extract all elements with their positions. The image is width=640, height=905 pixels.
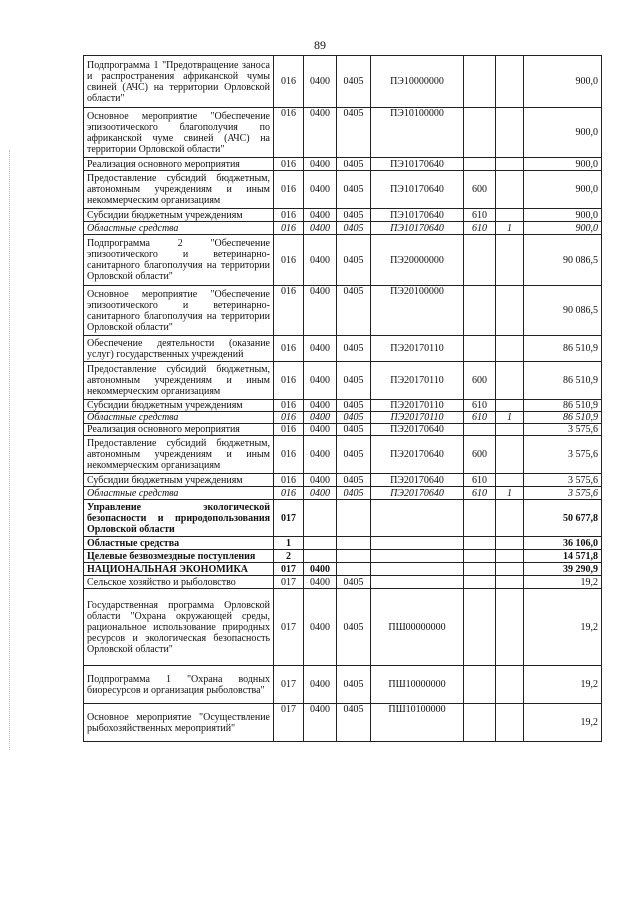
row-amount: 900,0 <box>524 56 602 108</box>
row-name: Предоставление субсидий бюджетным, автономным учреждениям и иным некоммерческим организациям <box>84 362 274 400</box>
row-target-article <box>371 537 464 550</box>
row-subsection-code: 0405 <box>337 704 371 742</box>
row-amount: 900,0 <box>524 171 602 209</box>
binding-line <box>9 150 10 750</box>
row-target-article <box>371 550 464 563</box>
row-target-article: ПЭ20170640 <box>371 487 464 500</box>
table-row <box>84 589 602 666</box>
row-subsection-code: 0405 <box>337 487 371 500</box>
row-grbs-code: 016 <box>274 424 304 436</box>
row-target-article <box>371 500 464 537</box>
row-section-code: 0400 <box>304 474 337 487</box>
row-name: Сельское хозяйство и рыболовство <box>84 576 274 589</box>
row-name: Реализация основного мероприятия <box>84 158 274 171</box>
table-row <box>84 666 602 704</box>
row-funding-source <box>496 158 524 171</box>
row-grbs-code: 017 <box>274 589 304 666</box>
row-expense-type: 600 <box>464 362 496 400</box>
row-amount: 14 571,8 <box>524 550 602 563</box>
row-target-article: ПЭ20000000 <box>371 235 464 286</box>
row-name: Субсидии бюджетным учреждениям <box>84 474 274 487</box>
row-name: Государственная программа Орловской области "Охрана окружающей среды, рациональное использование природных ресурсов и экологическая безопасность Орловской области" <box>84 589 274 666</box>
row-grbs-code: 016 <box>274 108 304 158</box>
row-name: Подпрограмма 1 "Охрана водных биоресурсов и организация рыболовства" <box>84 666 274 704</box>
row-subsection-code: 0405 <box>337 286 371 336</box>
table-row <box>84 56 602 108</box>
row-target-article: ПШ00000000 <box>371 589 464 666</box>
row-amount: 86 510,9 <box>524 412 602 424</box>
row-funding-source <box>496 286 524 336</box>
row-subsection-code: 0405 <box>337 400 371 412</box>
row-amount: 90 086,5 <box>524 235 602 286</box>
row-amount: 50 677,8 <box>524 500 602 537</box>
row-grbs-code: 017 <box>274 563 304 576</box>
table-row <box>84 158 602 171</box>
table-row <box>84 487 602 500</box>
row-grbs-code: 016 <box>274 235 304 286</box>
row-grbs-code: 017 <box>274 666 304 704</box>
row-subsection-code: 0405 <box>337 56 371 108</box>
row-funding-source: 1 <box>496 487 524 500</box>
row-grbs-code: 016 <box>274 474 304 487</box>
row-amount: 900,0 <box>524 158 602 171</box>
row-name: Областные средства <box>84 487 274 500</box>
row-section-code: 0400 <box>304 436 337 474</box>
row-section-code: 0400 <box>304 704 337 742</box>
row-amount: 900,0 <box>524 209 602 222</box>
row-amount: 19,2 <box>524 589 602 666</box>
row-subsection-code: 0405 <box>337 158 371 171</box>
row-grbs-code: 016 <box>274 436 304 474</box>
row-target-article: ПЭ10170640 <box>371 222 464 235</box>
row-funding-source <box>496 424 524 436</box>
row-target-article <box>371 576 464 589</box>
row-grbs-code: 1 <box>274 537 304 550</box>
row-target-article: ПЭ20170640 <box>371 424 464 436</box>
row-expense-type: 610 <box>464 209 496 222</box>
table-row <box>84 235 602 286</box>
row-amount: 900,0 <box>524 108 602 158</box>
row-amount: 19,2 <box>524 704 602 742</box>
row-expense-type <box>464 576 496 589</box>
row-name: Субсидии бюджетным учреждениям <box>84 400 274 412</box>
row-section-code: 0400 <box>304 424 337 436</box>
row-target-article: ПЭ20170640 <box>371 436 464 474</box>
row-grbs-code: 016 <box>274 336 304 362</box>
row-section-code: 0400 <box>304 666 337 704</box>
row-subsection-code: 0405 <box>337 362 371 400</box>
row-section-code: 0400 <box>304 400 337 412</box>
row-expense-type <box>464 666 496 704</box>
row-subsection-code: 0405 <box>337 412 371 424</box>
row-expense-type: 610 <box>464 474 496 487</box>
row-amount: 3 575,6 <box>524 487 602 500</box>
row-subsection-code: 0405 <box>337 235 371 286</box>
row-amount: 3 575,6 <box>524 424 602 436</box>
row-name: Субсидии бюджетным учреждениям <box>84 209 274 222</box>
row-grbs-code: 016 <box>274 487 304 500</box>
row-grbs-code: 016 <box>274 222 304 235</box>
table-row <box>84 576 602 589</box>
row-funding-source <box>496 171 524 209</box>
row-subsection-code <box>337 500 371 537</box>
row-expense-type <box>464 158 496 171</box>
row-subsection-code: 0405 <box>337 209 371 222</box>
row-section-code: 0400 <box>304 235 337 286</box>
row-expense-type: 600 <box>464 171 496 209</box>
row-section-code: 0400 <box>304 108 337 158</box>
row-section-code: 0400 <box>304 576 337 589</box>
row-section-code <box>304 550 337 563</box>
row-grbs-code: 016 <box>274 362 304 400</box>
row-funding-source <box>496 362 524 400</box>
row-target-article: ПЭ10170640 <box>371 171 464 209</box>
row-target-article: ПЭ20100000 <box>371 286 464 336</box>
row-name: Предоставление субсидий бюджетным, автономным учреждениям и иным некоммерческим организациям <box>84 436 274 474</box>
row-funding-source <box>496 704 524 742</box>
row-subsection-code: 0405 <box>337 171 371 209</box>
row-target-article: ПЭ20170110 <box>371 412 464 424</box>
row-name: Областные средства <box>84 222 274 235</box>
row-target-article: ПЭ10000000 <box>371 56 464 108</box>
row-amount: 86 510,9 <box>524 336 602 362</box>
table-row <box>84 500 602 537</box>
row-name: Областные средства <box>84 537 274 550</box>
row-expense-type <box>464 704 496 742</box>
row-expense-type <box>464 550 496 563</box>
row-funding-source <box>496 576 524 589</box>
row-funding-source <box>496 666 524 704</box>
row-grbs-code: 017 <box>274 576 304 589</box>
row-name: Основное мероприятие "Обеспечение эпизоотического и ветеринарно-санитарного благополучия на территории Орловской области" <box>84 286 274 336</box>
row-expense-type: 610 <box>464 487 496 500</box>
row-funding-source <box>496 500 524 537</box>
row-subsection-code: 0405 <box>337 222 371 235</box>
row-section-code <box>304 537 337 550</box>
row-name: Реализация основного мероприятия <box>84 424 274 436</box>
row-funding-source <box>496 550 524 563</box>
row-section-code: 0400 <box>304 171 337 209</box>
row-subsection-code: 0405 <box>337 666 371 704</box>
row-expense-type <box>464 56 496 108</box>
row-grbs-code: 016 <box>274 56 304 108</box>
row-section-code: 0400 <box>304 589 337 666</box>
row-name: Подпрограмма 2 "Обеспечение эпизоотического и ветеринарно-санитарного благополучия на территории Орловской области" <box>84 235 274 286</box>
row-expense-type: 610 <box>464 412 496 424</box>
table-row <box>84 222 602 235</box>
row-name: НАЦИОНАЛЬНАЯ ЭКОНОМИКА <box>84 563 274 576</box>
row-grbs-code: 017 <box>274 704 304 742</box>
row-target-article: ПЭ20170110 <box>371 336 464 362</box>
row-subsection-code: 0405 <box>337 474 371 487</box>
row-subsection-code: 0405 <box>337 436 371 474</box>
row-funding-source <box>496 474 524 487</box>
row-funding-source: 1 <box>496 412 524 424</box>
table-row <box>84 436 602 474</box>
row-grbs-code: 016 <box>274 171 304 209</box>
row-subsection-code <box>337 537 371 550</box>
row-expense-type: 610 <box>464 400 496 412</box>
row-amount: 36 106,0 <box>524 537 602 550</box>
table-row <box>84 550 602 563</box>
row-target-article: ПШ10000000 <box>371 666 464 704</box>
row-expense-type <box>464 286 496 336</box>
row-expense-type <box>464 424 496 436</box>
row-name: Предоставление субсидий бюджетным, автономным учреждениям и иным некоммерческим организациям <box>84 171 274 209</box>
table-row <box>84 286 602 336</box>
row-subsection-code <box>337 563 371 576</box>
row-section-code <box>304 500 337 537</box>
row-expense-type <box>464 537 496 550</box>
table-row <box>84 362 602 400</box>
page-number: 89 <box>314 38 326 52</box>
row-grbs-code: 016 <box>274 209 304 222</box>
row-section-code: 0400 <box>304 362 337 400</box>
row-target-article: ПЭ20170640 <box>371 474 464 487</box>
row-section-code: 0400 <box>304 412 337 424</box>
row-amount: 86 510,9 <box>524 400 602 412</box>
row-amount: 90 086,5 <box>524 286 602 336</box>
table-row <box>84 171 602 209</box>
row-funding-source <box>496 436 524 474</box>
row-target-article: ПШ10100000 <box>371 704 464 742</box>
row-amount: 86 510,9 <box>524 362 602 400</box>
row-funding-source <box>496 56 524 108</box>
row-funding-source <box>496 537 524 550</box>
row-section-code: 0400 <box>304 222 337 235</box>
row-expense-type <box>464 336 496 362</box>
row-name: Целевые безвозмездные поступления <box>84 550 274 563</box>
row-target-article: ПЭ10170640 <box>371 209 464 222</box>
budget-table <box>83 55 602 742</box>
table-row <box>84 474 602 487</box>
row-expense-type: 610 <box>464 222 496 235</box>
row-expense-type <box>464 500 496 537</box>
row-name: Подпрограмма 1 "Предотвращение заноса и распространения африканской чумы свиней (АЧС) на территории Орловской области" <box>84 56 274 108</box>
row-subsection-code: 0405 <box>337 108 371 158</box>
row-funding-source <box>496 563 524 576</box>
row-funding-source <box>496 235 524 286</box>
row-name: Управление экологической безопасности и природопользования Орловской области <box>84 500 274 537</box>
row-section-code: 0400 <box>304 56 337 108</box>
row-section-code: 0400 <box>304 336 337 362</box>
row-amount: 3 575,6 <box>524 436 602 474</box>
table-row <box>84 412 602 424</box>
row-grbs-code: 016 <box>274 400 304 412</box>
row-funding-source <box>496 209 524 222</box>
row-funding-source <box>496 336 524 362</box>
row-funding-source <box>496 589 524 666</box>
row-target-article: ПЭ20170110 <box>371 362 464 400</box>
row-subsection-code: 0405 <box>337 589 371 666</box>
row-name: Обеспечение деятельности (оказание услуг) государственных учреждений <box>84 336 274 362</box>
row-target-article: ПЭ10100000 <box>371 108 464 158</box>
row-grbs-code: 017 <box>274 500 304 537</box>
row-section-code: 0400 <box>304 487 337 500</box>
row-name: Основное мероприятие "Осуществление рыбохозяйственных мероприятий" <box>84 704 274 742</box>
row-amount: 19,2 <box>524 666 602 704</box>
row-funding-source: 1 <box>496 222 524 235</box>
row-target-article: ПЭ20170110 <box>371 400 464 412</box>
table-row <box>84 424 602 436</box>
row-expense-type <box>464 589 496 666</box>
row-grbs-code: 016 <box>274 158 304 171</box>
row-grbs-code: 016 <box>274 286 304 336</box>
table-row <box>84 400 602 412</box>
row-amount: 19,2 <box>524 576 602 589</box>
row-grbs-code: 2 <box>274 550 304 563</box>
row-target-article: ПЭ10170640 <box>371 158 464 171</box>
row-subsection-code <box>337 550 371 563</box>
table-row <box>84 563 602 576</box>
row-subsection-code: 0405 <box>337 576 371 589</box>
row-expense-type <box>464 108 496 158</box>
row-amount: 900,0 <box>524 222 602 235</box>
row-funding-source <box>496 108 524 158</box>
row-expense-type: 600 <box>464 436 496 474</box>
row-amount: 3 575,6 <box>524 474 602 487</box>
row-section-code: 0400 <box>304 563 337 576</box>
table-row <box>84 336 602 362</box>
row-expense-type <box>464 235 496 286</box>
row-subsection-code: 0405 <box>337 336 371 362</box>
row-expense-type <box>464 563 496 576</box>
row-amount: 39 290,9 <box>524 563 602 576</box>
row-section-code: 0400 <box>304 286 337 336</box>
row-name: Основное мероприятие "Обеспечение эпизоотического благополучия по африканской чуме свиней (АЧС) на территории Орловской области" <box>84 108 274 158</box>
row-target-article <box>371 563 464 576</box>
table-row <box>84 108 602 158</box>
table-row <box>84 704 602 742</box>
row-section-code: 0400 <box>304 158 337 171</box>
table-row <box>84 537 602 550</box>
row-name: Областные средства <box>84 412 274 424</box>
row-grbs-code: 016 <box>274 412 304 424</box>
budget-table-body <box>84 56 602 742</box>
table-row <box>84 209 602 222</box>
row-subsection-code: 0405 <box>337 424 371 436</box>
row-section-code: 0400 <box>304 209 337 222</box>
row-funding-source <box>496 400 524 412</box>
